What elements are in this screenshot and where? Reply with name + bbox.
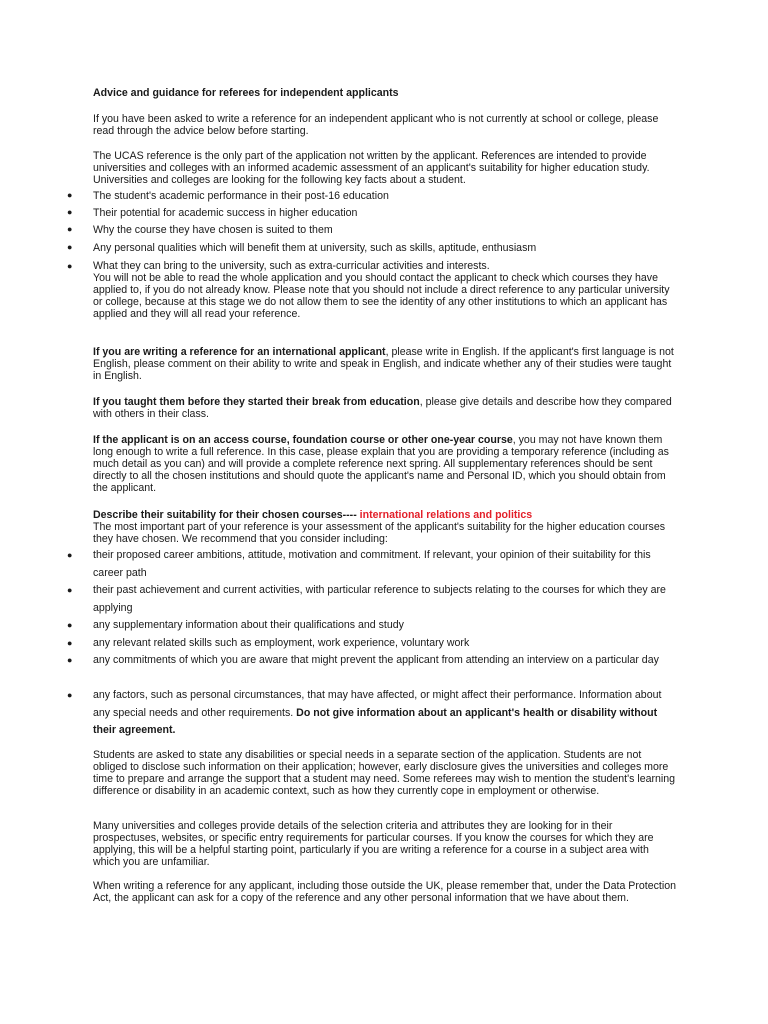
ucas-paragraph: The UCAS reference is the only part of the application not written by the applicant. References are intended to provide universities and colleges with an informed academic assessment of an applicant's suitability for higher education study. Universities and colleges are looking for the following key facts about a student. — [93, 150, 650, 186]
list-item — [67, 652, 678, 670]
list-item-text: What they can bring to the university, such as extra-curricular activities and interests. — [93, 260, 490, 272]
list-item — [67, 224, 678, 236]
list-item — [67, 687, 678, 740]
list-item-text: The student's academic performance in their post-16 education — [93, 190, 389, 202]
list-item — [67, 582, 678, 617]
criteria-paragraph: Many universities and colleges provide details of the selection criteria and attributes they are looking for in their prospectuses, websites, or specific entry requirements for particular courses. If you know the courses for which they are applying, this will be a helpful starting point, particularly if you are writing a reference for a course in a subject area with which you are unfamiliar. — [93, 820, 654, 868]
list-item — [67, 260, 678, 320]
bullet-icon: ● — [67, 550, 73, 560]
list-item-text: Why the course they have chosen is suited to them — [93, 224, 333, 236]
list-item-text: any factors, such as personal circumstances, that may have affected, or might affect their performance. Information about any special needs and other requirements. — [93, 689, 662, 719]
suitability-subject: international relations and politics — [356, 509, 533, 521]
suitability-heading: Describe their suitability for their chosen courses---- — [93, 509, 357, 521]
bullet-icon: ● — [67, 690, 73, 700]
bullet-icon: ● — [67, 190, 73, 200]
break-text: , please give details and describe how they compared with others in their class. — [93, 396, 672, 420]
list-item-text: any commitments of which you are aware that might prevent the applicant from attending an interview on a particular day — [93, 654, 659, 666]
bullet-icon: ● — [67, 224, 73, 234]
list-item-text: any relevant related skills such as employment, work experience, voluntary work — [93, 637, 470, 649]
bullet-icon: ● — [67, 261, 73, 271]
list-item — [67, 242, 678, 254]
international-paragraph — [93, 346, 678, 382]
list-item-text: their proposed career ambitions, attitude, motivation and commitment. If relevant, your opinion of their suitability for this career path — [93, 549, 651, 579]
health-warning: Do not give information about an applicant's health or disability without their agreement. — [93, 706, 658, 736]
bullet-icon: ● — [67, 620, 73, 630]
facts-note: You will not be able to read the whole application and you should contact the applicant to check which courses they have applied to, if you do not already know. Please note that you should not include a direct reference to any particular university or college, because at this stage we do not allow them to see the identity of any other institutions to which an applicant has applied and they will all read your reference. — [93, 272, 670, 320]
bullet-icon: ● — [67, 638, 73, 648]
list-item — [67, 190, 678, 202]
bullet-icon: ● — [67, 242, 73, 252]
disability-paragraph: Students are asked to state any disabilities or special needs in a separate section of the application. Students are not obliged to disclose such information on their application; however, early disclosure gives the universities and colleges more time to prepare and arrange the support that a student may need. Some referees may wish to mention the student's learning difference or disability in an academic context, such as how they currently cope in employment or otherwise. — [93, 749, 676, 797]
break-paragraph — [93, 396, 678, 420]
data-protection-paragraph: When writing a reference for any applicant, including those outside the UK, please remember that, under the Data Protection Act, the applicant can ask for a copy of the reference and any other personal information that we have about them. — [93, 880, 676, 904]
list-item — [67, 207, 678, 219]
document-title: Advice and guidance for referees for independent applicants — [93, 87, 399, 99]
access-paragraph — [93, 434, 678, 494]
list-item — [67, 547, 678, 582]
list-item — [67, 617, 678, 635]
suitability-text: The most important part of your reference is your assessment of the applicant's suitability for the higher education courses they have chosen. We recommend that you consider including: — [93, 521, 666, 545]
bullet-icon: ● — [67, 655, 73, 665]
list-item-text: any supplementary information about their qualifications and study — [93, 619, 404, 631]
bullet-icon: ● — [67, 585, 73, 595]
international-text: , please write in English. If the applicant's first language is not English, please comment on their ability to write and speak in English, and indicate whether any of their studies were taught in English. — [93, 346, 674, 382]
list-item-text: their past achievement and current activities, with particular reference to subjects relating to the courses for which they are applying — [93, 584, 666, 614]
access-text: , you may not have known them long enough to write a full reference. In this case, please explain that you are providing a temporary reference (including as much detail as you can) and will provide a complete reference next spring. All supplementary references should be sent directly to all the chosen institutions and should quote the applicant's name and Personal ID, which you should obtain from the applicant. — [93, 434, 669, 494]
list-item-text: Any personal qualities which will benefit them at university, such as skills, aptitude, enthusiasm — [93, 242, 537, 254]
access-heading: If the applicant is on an access course, foundation course or other one-year course — [93, 434, 513, 446]
suitability-paragraph — [93, 509, 678, 545]
list-item — [67, 635, 678, 653]
intro-paragraph: If you have been asked to write a reference for an independent applicant who is not currently at school or college, please read through the advice below before starting. — [93, 113, 659, 137]
break-heading: If you taught them before they started their break from education — [93, 396, 420, 408]
list-item-text: Their potential for academic success in higher education — [93, 207, 358, 219]
international-heading: If you are writing a reference for an international applicant — [93, 346, 386, 358]
bullet-icon: ● — [67, 207, 73, 217]
